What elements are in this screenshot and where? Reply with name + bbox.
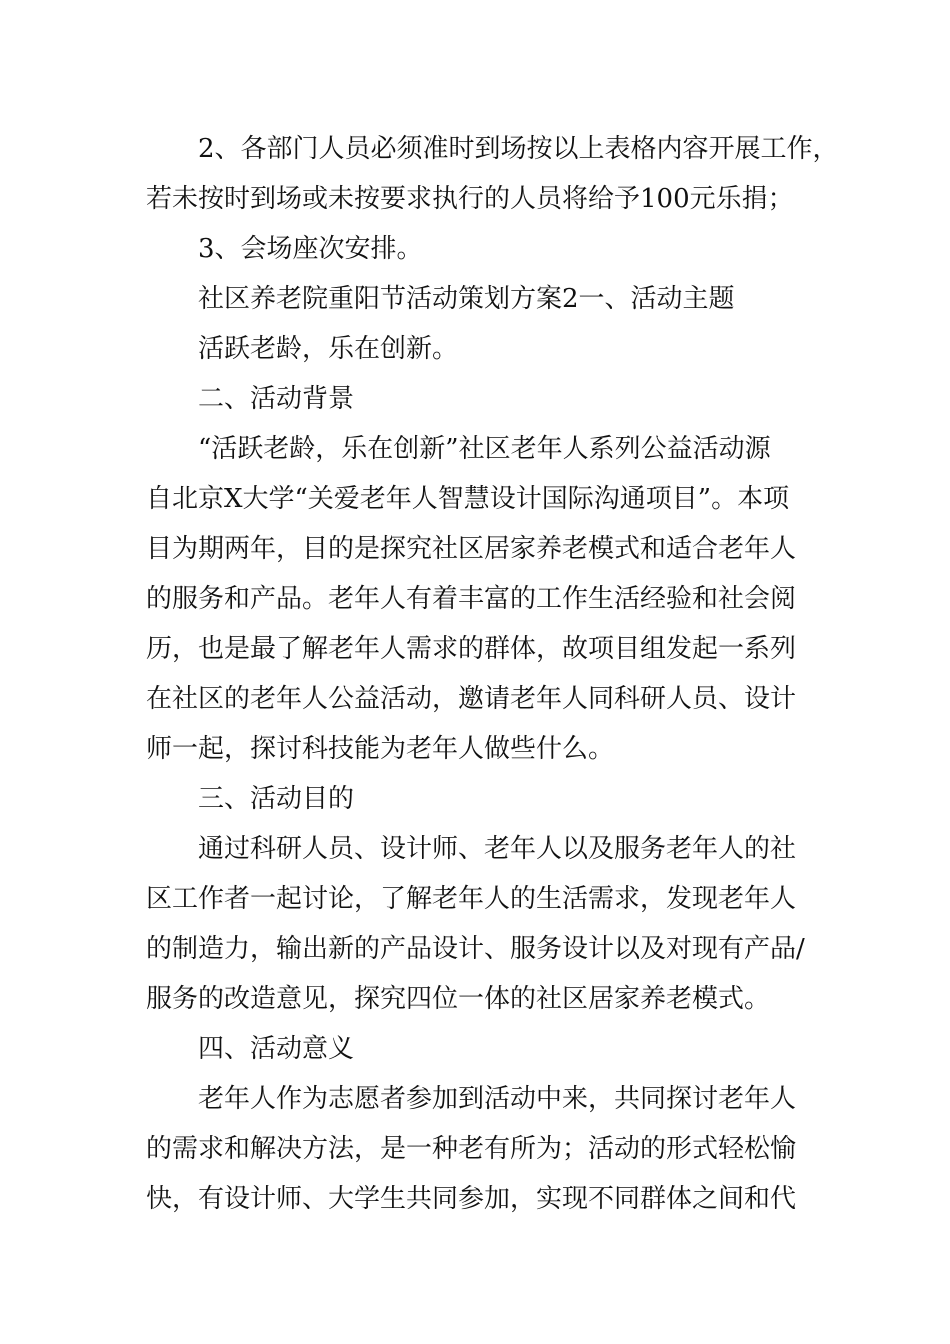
section-heading-plan-2: 社区养老院重阳节活动策划方案2一、活动主题 [198, 284, 735, 314]
section-heading-background: 二、活动背景 [198, 384, 355, 414]
theme-text: 活跃老龄，乐在创新。 [198, 334, 459, 364]
paragraph-line-20: 老年人作为志愿者参加到活动中来，共同探讨老年人 [198, 1084, 797, 1114]
paragraph-line-11: 历，也是最了解老年人需求的群体，故项目组发起一系列 [146, 634, 797, 664]
paragraph-line-3: 3、会场座次安排。 [198, 234, 423, 264]
paragraph-line-21: 的需求和解决方法，是一种老有所为；活动的形式轻松愉 [146, 1134, 797, 1164]
paragraph-line-1: 2、各部门人员必须准时到场按以上表格内容开展工作， [198, 134, 839, 164]
paragraph-line-12: 在社区的老年人公益活动，邀请老年人同科研人员、设计 [146, 684, 797, 714]
paragraph-line-18: 服务的改造意见，探究四位一体的社区居家养老模式。 [146, 984, 771, 1014]
paragraph-line-16: 区工作者一起讨论，了解老年人的生活需求，发现老年人 [146, 884, 797, 914]
paragraph-line-15: 通过科研人员、设计师、老年人以及服务老年人的社 [198, 834, 797, 864]
paragraph-line-9: 目为期两年，目的是探究社区居家养老模式和适合老年人 [146, 534, 797, 564]
paragraph-line-10: 的服务和产品。老年人有着丰富的工作生活经验和社会阅 [146, 584, 797, 614]
document-body [146, 124, 839, 1224]
section-heading-purpose: 三、活动目的 [198, 784, 355, 814]
paragraph-line-17: 的制造力，输出新的产品设计、服务设计以及对现有产品/ [146, 934, 805, 964]
paragraph-line-8: 自北京X大学“关爱老年人智慧设计国际沟通项目”。本项 [146, 484, 790, 514]
paragraph-line-7: “活跃老龄，乐在创新”社区老年人系列公益活动源 [198, 434, 771, 464]
paragraph-line-13: 师一起，探讨科技能为老年人做些什么。 [146, 734, 615, 764]
paragraph-line-2: 若未按时到场或未按要求执行的人员将给予100元乐捐； [146, 184, 794, 214]
section-heading-significance: 四、活动意义 [198, 1034, 355, 1064]
paragraph-line-22: 快，有设计师、大学生共同参加，实现不同群体之间和代 [146, 1184, 797, 1214]
